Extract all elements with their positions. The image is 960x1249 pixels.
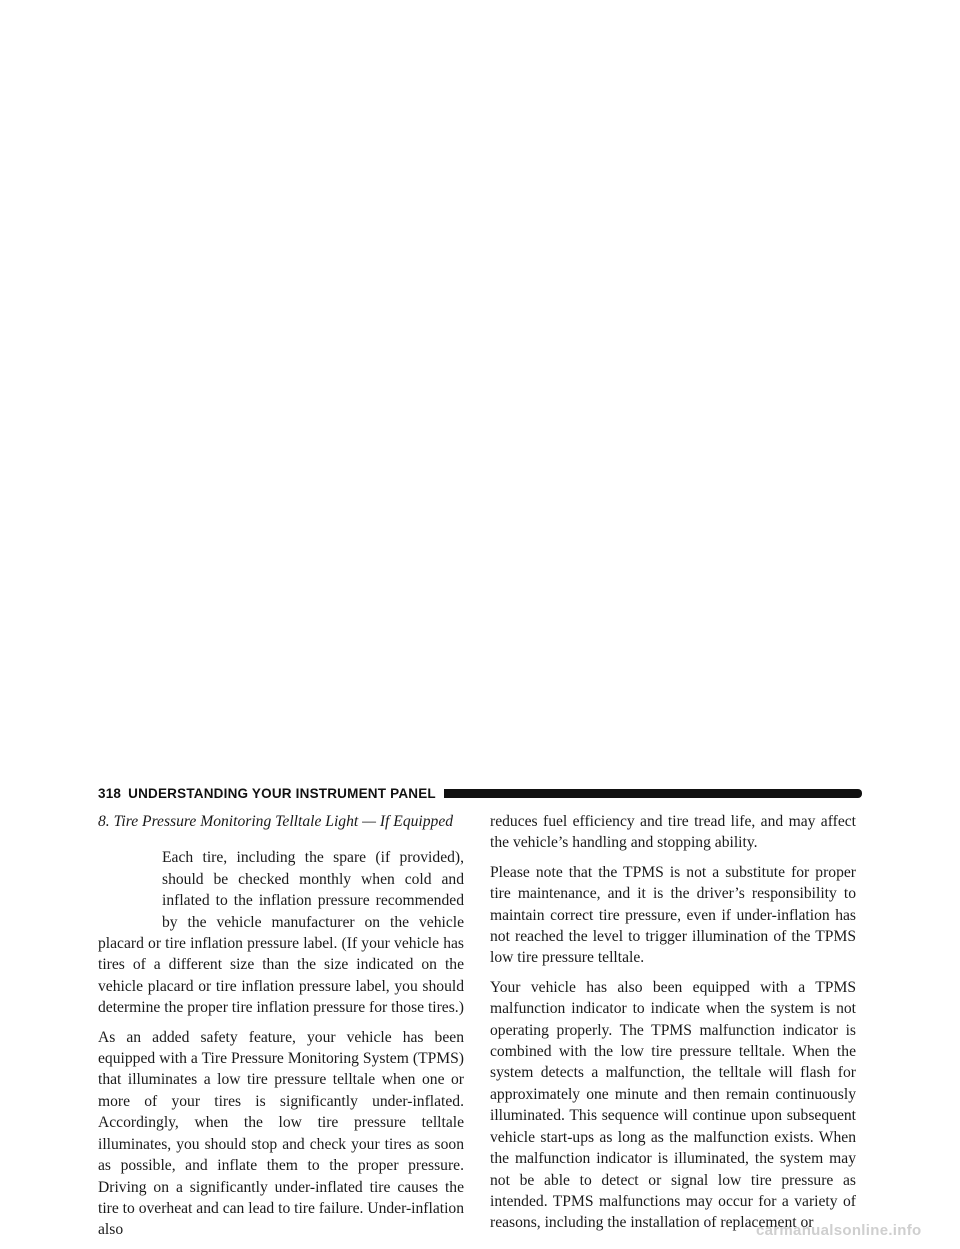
- watermark-logo: carmanualsonline.info: [756, 1222, 922, 1239]
- paragraph: reduces fuel efficiency and tire tread life, and may affect the vehicle’s handling and stopping ability.: [490, 813, 856, 852]
- header-rule: [444, 789, 862, 798]
- tpms-telltale-icon: [98, 847, 162, 929]
- page-header: [98, 782, 862, 804]
- paragraph: Your vehicle has also been equipped with a TPMS malfunction indicator to indicate when the system is not operating properly. The TPMS malfunction indicator is combined with the low tire pressure telltale. When the system detects a malfunction, the telltale will flash for approximately one minute and then remain continuously illuminated. This sequence will continue upon subsequent vehicle start-ups as long as the malfunction exists. When the malfunction indicator is illuminated, the system may not be able to detect or signal low tire pressure as intended. TPMS malfunctions may occur for a variety of reasons, including the installation of replacement or: [490, 978, 856, 1232]
- paragraph: Each tire, including the spare (if provided), should be checked monthly when cold and inflated to the inflation pressure recommended by the vehicle manufacturer on the vehicle placard or tire inflation pressure label. (If your vehicle has tires of a different size than the size indicated on the vehicle placard or tire inflation pressure label, you should determine the proper tire inflation pressure for those tires.): [98, 849, 464, 1017]
- paragraph: Please note that the TPMS is not a substitute for proper tire maintenance, and it is the driver’s responsibility to maintain correct tire pressure, even if under-inflation has not reached the level to trigger illumination of the TPMS low tire pressure telltale.: [490, 863, 856, 967]
- right-column: [490, 811, 856, 1242]
- page-number: 318: [98, 785, 122, 801]
- paragraph: As an added safety feature, your vehicle has been equipped with a Tire Pressure Monitoring System (TPMS) that illuminates a low tire pressure telltale when one or more of your tires is significantly under-inflated. Accordingly, when the low tire pressure telltale illuminates, you should stop and check your tires as soon as possible, and inflate them to the proper pressure. Driving on a significantly under-inflated tire causes the tire to overheat and can lead to tire failure. Under-inflation also: [98, 1028, 464, 1239]
- subheading: 8. Tire Pressure Monitoring Telltale Light — If Equipped: [98, 813, 454, 830]
- section-title: UNDERSTANDING YOUR INSTRUMENT PANEL: [128, 785, 436, 801]
- left-column: [98, 811, 464, 1249]
